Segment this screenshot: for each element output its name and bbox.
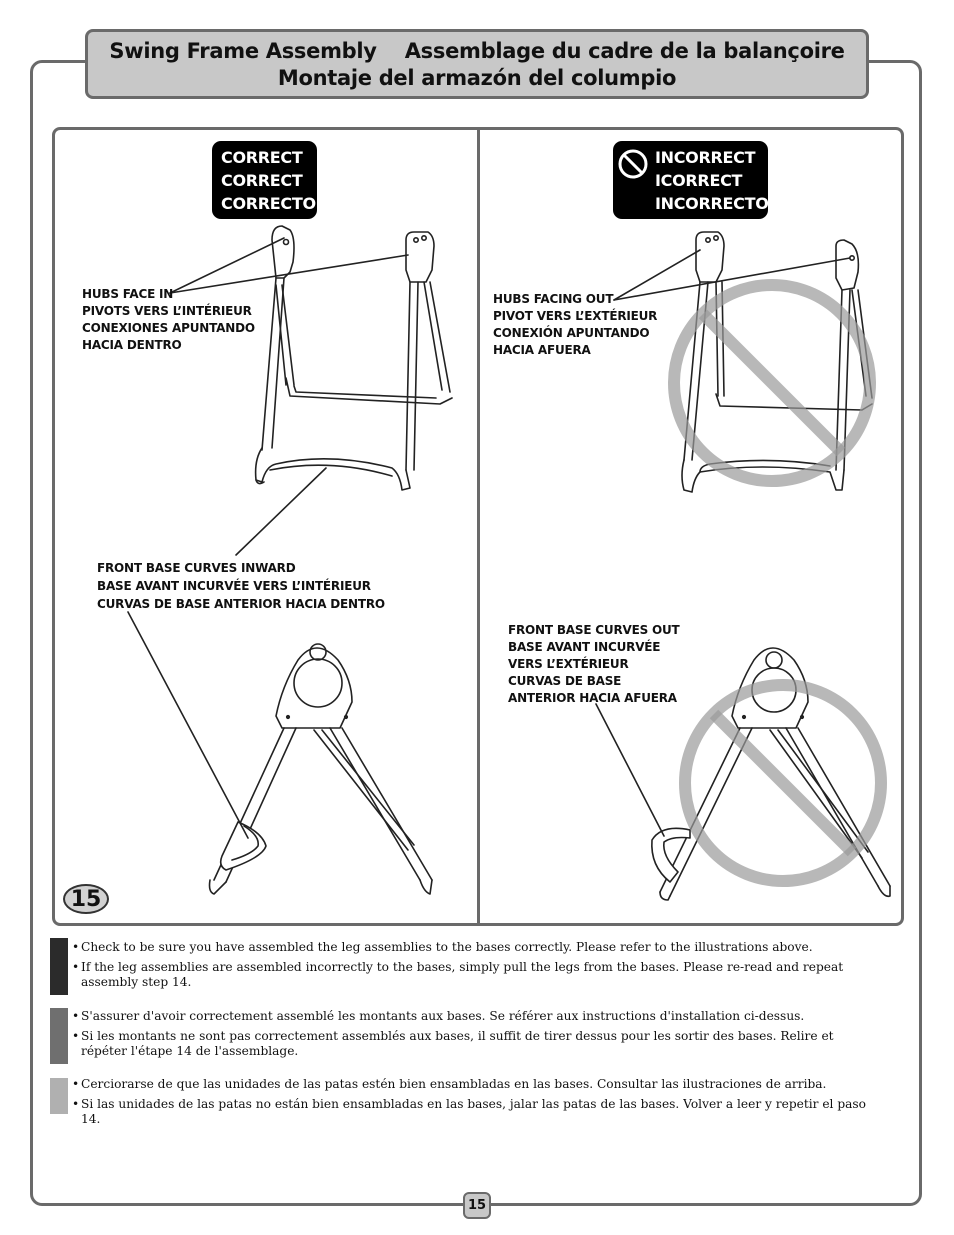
hubs-face-in-label <box>82 286 255 354</box>
front-base-out-es-1: CURVAS DE BASE <box>508 674 622 688</box>
front-base-curves-inward-label <box>97 559 385 613</box>
front-base-out-en: FRONT BASE CURVES OUT <box>508 623 680 637</box>
incorrect-label-es: INCORRECTO <box>655 194 769 213</box>
instruction-es-1: • Cerciorarse de que las unidades de las patas estén bien ensambladas en las bases. Consultar las ilustraciones de arriba. <box>72 1077 872 1093</box>
front-base-out-fr-2: VERS L’EXTÉRIEUR <box>508 657 629 671</box>
no-symbol-icon <box>617 148 649 180</box>
language-bar-en <box>50 938 68 995</box>
instruction-en-1: • Check to be sure you have assembled the leg assemblies to the bases correctly. Please refer to the illustrations above. <box>72 940 872 956</box>
front-base-in-en: FRONT BASE CURVES INWARD <box>97 561 296 575</box>
instructions-spanish <box>72 1077 872 1128</box>
language-bar-es <box>50 1078 68 1114</box>
language-bar-fr <box>50 1008 68 1064</box>
instruction-fr-2: • Si les montants ne sont pas correctement assemblés aux bases, il suffit de tirer dessus pour les sortir des bases. Relire et répéter l'étape 14 de l'assemblage. <box>72 1029 872 1060</box>
title-french: Assemblage du cadre de la balançoire <box>404 39 845 63</box>
front-base-out-es-2: ANTERIOR HACIA AFUERA <box>508 691 677 705</box>
title-spanish: Montaje del armazón del columpio <box>277 66 677 90</box>
correct-label-fr: CORRECT <box>221 171 303 190</box>
front-base-in-fr: BASE AVANT INCURVÉE VERS L’INTÉRIEUR <box>97 579 371 593</box>
correct-label-en: CORRECT <box>221 148 303 167</box>
step-number: 15 <box>63 884 109 914</box>
instruction-fr-1: • S'assurer d'avoir correctement assemblé les montants aux bases. Se référer aux instructions d'installation ci-dessus. <box>72 1009 872 1025</box>
instruction-en-2: • If the leg assemblies are assembled incorrectly to the bases, simply pull the legs from the bases. Please re-read and repeat assembly step 14. <box>72 960 872 991</box>
instructions-french <box>72 1009 872 1060</box>
hubs-facing-out-es-1: CONEXIÓN APUNTANDO <box>493 326 650 340</box>
front-base-out-fr-1: BASE AVANT INCURVÉE <box>508 640 661 654</box>
hubs-facing-out-es-2: HACIA AFUERA <box>493 343 591 357</box>
instructions-english <box>72 940 872 991</box>
panel-divider <box>477 129 480 924</box>
hubs-face-in-es-1: CONEXIONES APUNTANDO <box>82 321 255 335</box>
hubs-facing-out-label <box>493 291 657 359</box>
instruction-es-2: • Si las unidades de las patas no están bien ensambladas en las bases, jalar las patas de las bases. Volver a leer y repetir el paso 14. <box>72 1097 872 1128</box>
hubs-facing-out-fr: PIVOT VERS L’EXTÉRIEUR <box>493 309 658 323</box>
hubs-face-in-en: HUBS FACE IN <box>82 287 174 301</box>
correct-label-es: CORRECTO <box>221 194 316 213</box>
front-base-curves-out-label <box>508 622 680 707</box>
hubs-face-in-fr: PIVOTS VERS L’INTÉRIEUR <box>82 304 252 318</box>
hubs-face-in-es-2: HACIA DENTRO <box>82 338 182 352</box>
title-english: Swing Frame Assembly <box>109 39 377 63</box>
page-title <box>85 29 869 99</box>
incorrect-label-fr: ICORRECT <box>655 171 743 190</box>
hubs-facing-out-en: HUBS FACING OUT <box>493 292 614 306</box>
page-number: 15 <box>463 1192 491 1219</box>
correct-badge <box>212 141 317 219</box>
incorrect-label-en: INCORRECT <box>655 148 756 167</box>
front-base-in-es: CURVAS DE BASE ANTERIOR HACIA DENTRO <box>97 597 385 611</box>
